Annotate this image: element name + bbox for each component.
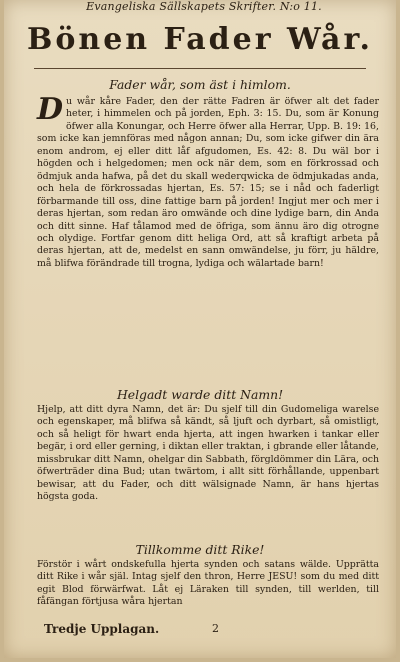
title-divider [34, 68, 366, 69]
section-heading-3: Tillkomme ditt Rike! [135, 542, 265, 557]
section-text-2: Hjelp, att ditt dyra Namn, det är: Du sjelf till din Gudomeliga warelse och egenskaper, må blifwa så kändt, så ljuft och dyrbart, så omistligt, och så heligt för hwart enda hjerta, att ingen hwarken i tankar eller begär, i ord eller gerning, i diktan eller traktan, i gbrande eller låtande, missbrukar ditt Namn, ohelgar din Sabbath, förgldömmer din Lära, och öfwerträder dina Bud; utan twärtom, i allt sitt förhållande, uppenbart bewisar, att du Fader, och ditt wälsignade Namn, är hans hjertas högsta goda. [37, 404, 379, 503]
section-body-3 [37, 559, 379, 609]
section-text-1: u wår kåre Fader, den der rätte Fadren är öfwer alt det fader heter, i himmelen och på jorden, Eph. 3: 15. Du, som är Konung öfwer alla Konungar, och Herre öfwer alla Herrar, Upp. B. 19: 16, som icke kan jemnföras med någon annan; Du, som icke gifwer din ära enom androm, ej eller ditt låf afgudomen, Es. 42: 8. Du wäl bor i högden och i helgedomen; men ock när dem, som en förkrossad och ödmjuk anda hafwa, på det du skall wederqwicka de ödmjukadas anda, och hela de förkrossadas hjertan, Es. 57: 15; se i nåd och faderligt förbarmande till oss, dine fattige barn på jorden! Ingjut mer och mer i deras hjertan, som redan äro omwände och dine lydige barn, din Anda och ditt sinne. Haf tålamod med de öfriga, som ännu äro dig otrogne och olydige. Fortfar genom ditt heliga Ord, att så kraftigt arbeta på deras hjertan, att de, medelst en sann omwändelse, ju förr, ju häldre, må blifwa förändrade till trogna, lydiga och wälartade barn! [37, 96, 379, 269]
drop-cap: D [37, 92, 64, 127]
section-text-3: Förstör i wårt ondskefulla hjerta synden och satans wälde. Upprätta ditt Rike i wår själ. Intag sjelf den thron, Herre JESU! som du med ditt egit Blod förwärfwat. Låt ej Läraken till synden, till werlden, till fåfängan förtjusa wåra hjertan [37, 559, 379, 608]
running-head: Evangeliska Sällskapets Skrifter. N:o 11. [86, 0, 322, 13]
section-body-2 [37, 404, 379, 504]
section-heading-1: Fader wår, som äst i himlom. [109, 77, 291, 92]
section-body-1 [37, 92, 379, 270]
edition-signature: Tredje Upplagan. [44, 622, 160, 636]
page-title: Bönen Fader Wår. [27, 22, 373, 57]
tract-page [4, 0, 396, 658]
section-heading-2: Helgadt warde ditt Namn! [116, 387, 284, 402]
page-number: 2 [212, 622, 219, 635]
